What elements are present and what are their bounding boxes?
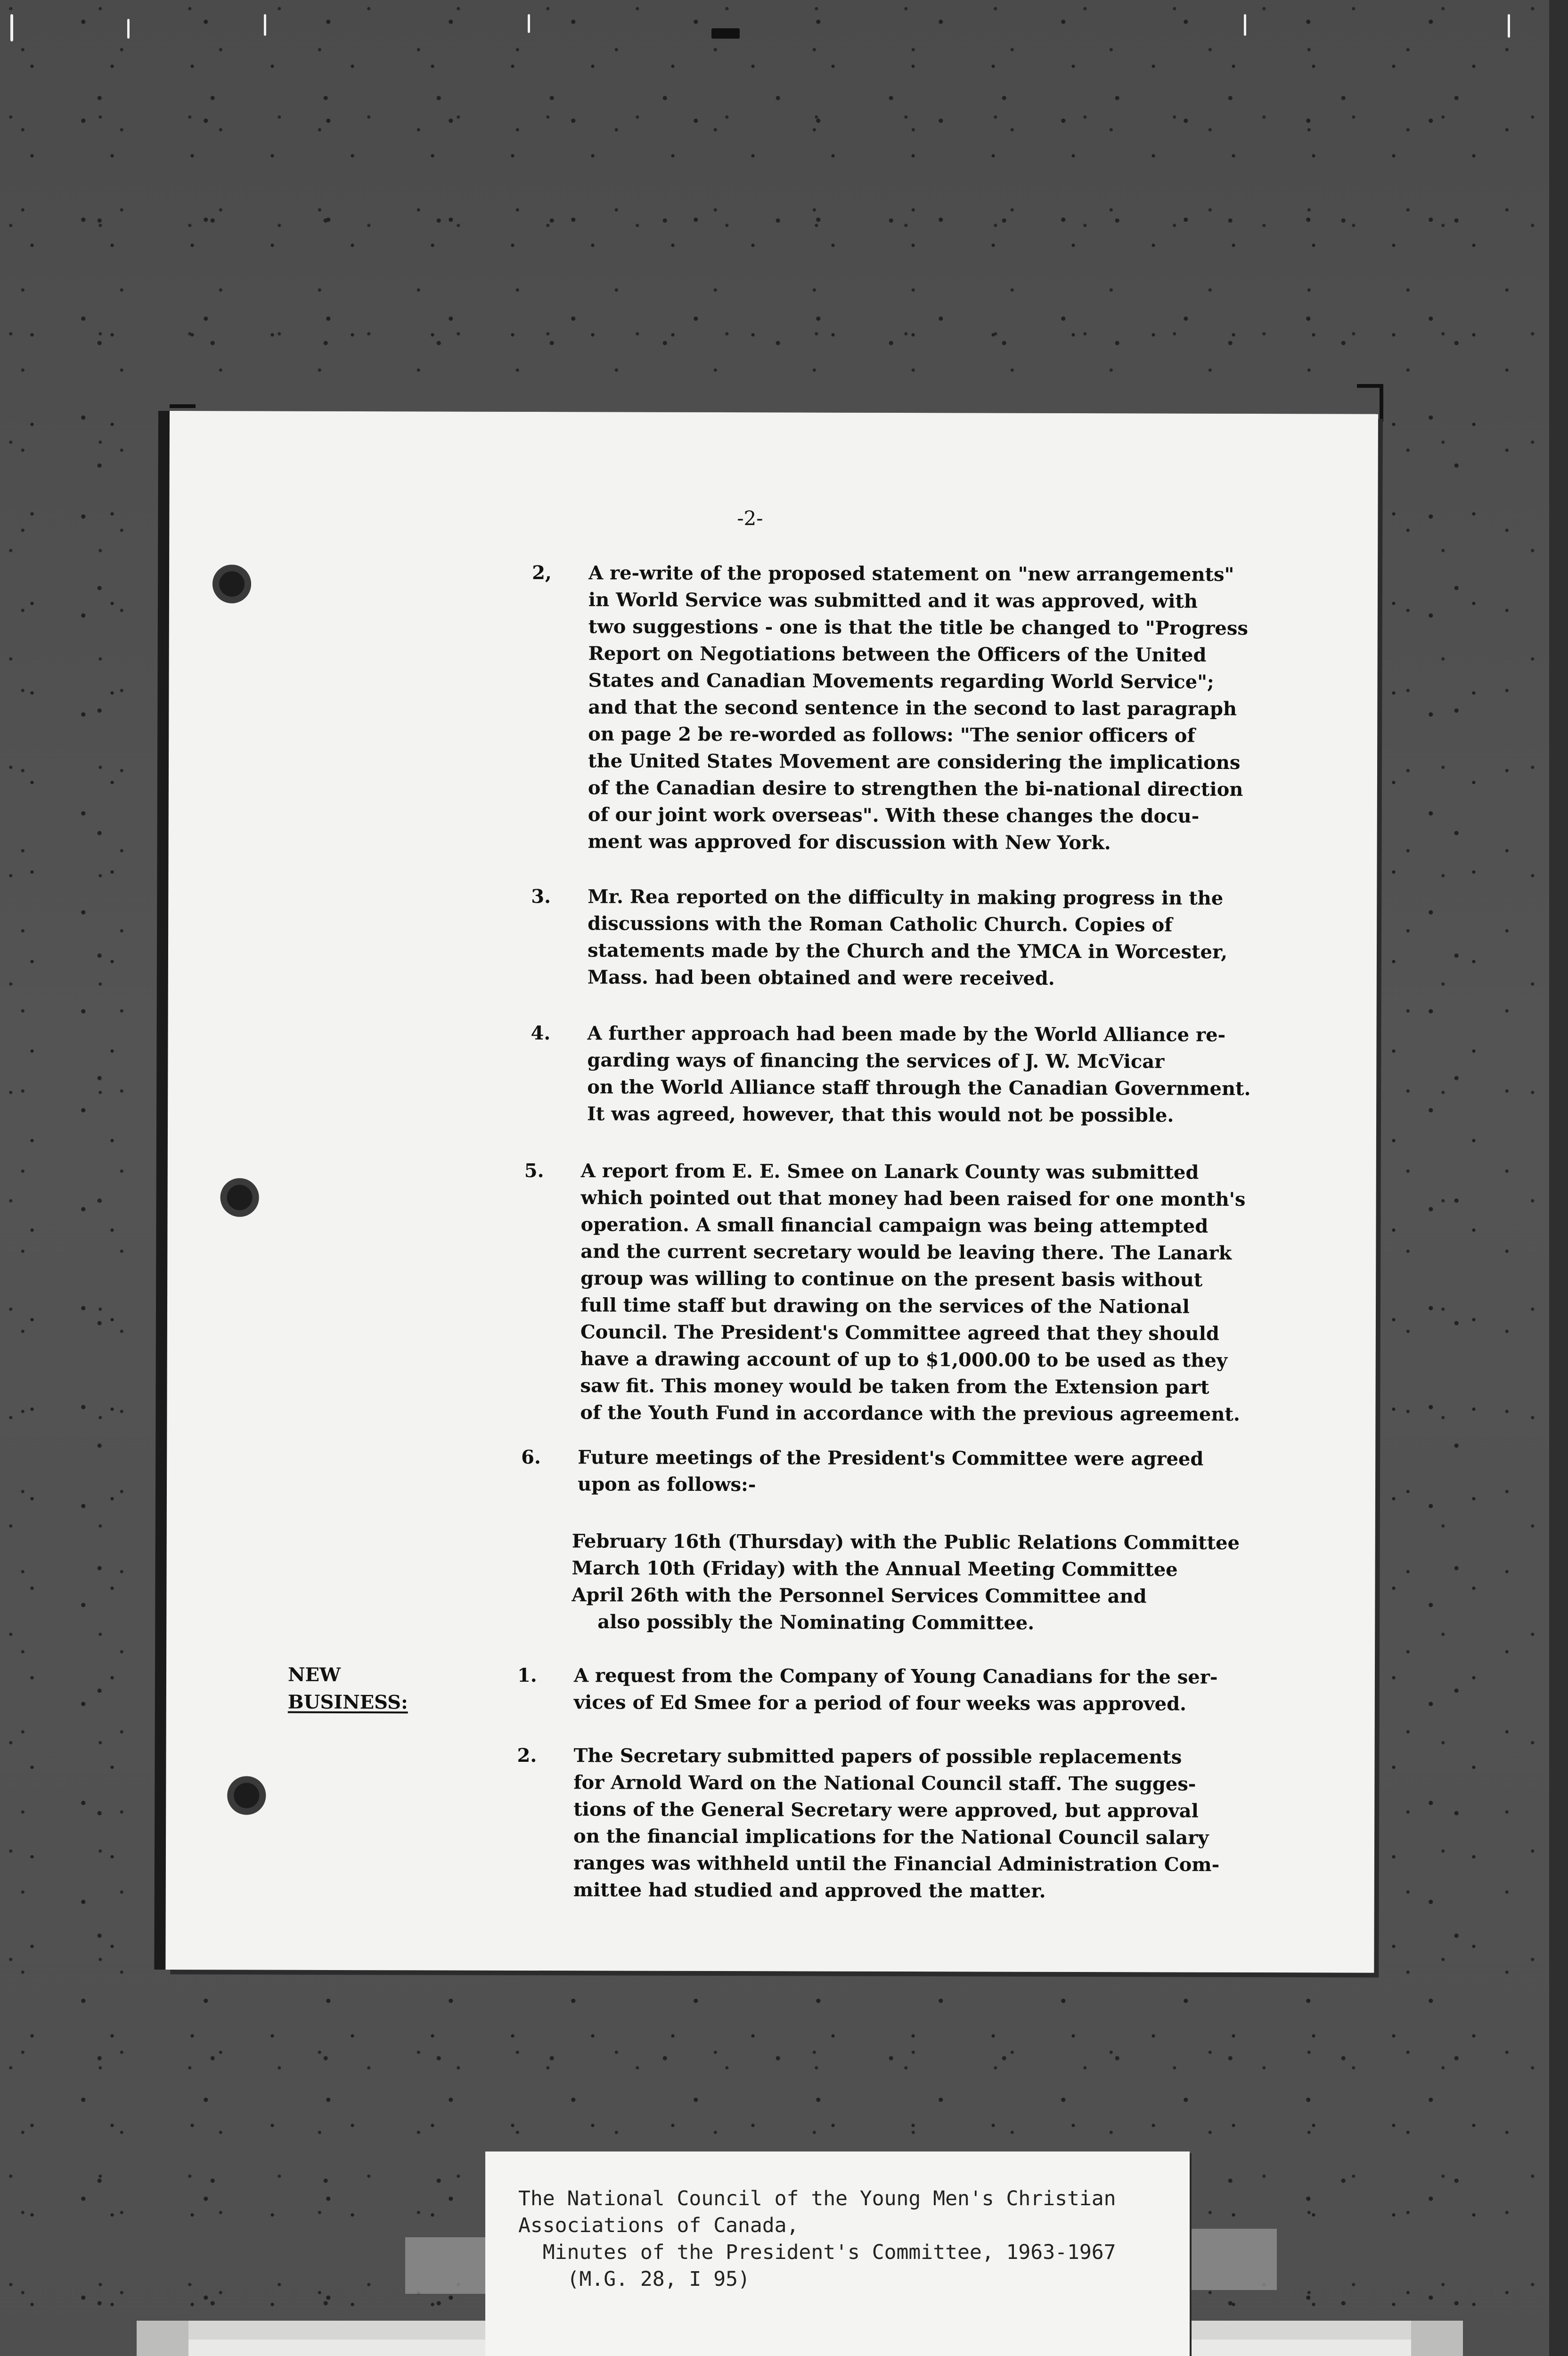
item-line: ment was approved for discussion with New York.: [588, 830, 1111, 854]
meeting-line: also possibly the Nominating Committee.: [597, 1611, 1035, 1634]
item-line: States and Canadian Movements regarding World Service";: [588, 669, 1214, 693]
punch-hole: [220, 1178, 259, 1217]
item-line: Mr. Rea reported on the difficulty in making progress in the: [588, 885, 1224, 909]
item-line: tions of the General Secretary were approved, but approval: [573, 1798, 1199, 1822]
punch-hole: [227, 1776, 266, 1815]
item-line: group was willing to continue on the present basis without: [580, 1267, 1203, 1291]
item-line: operation. A small financial campaign was being attempted: [580, 1213, 1209, 1237]
item-line: vices of Ed Smee for a period of four weeks was approved.: [573, 1691, 1187, 1715]
board-edge: [137, 2321, 188, 2356]
item-line: the United States Movement are considering the implications: [588, 750, 1241, 774]
punch-hole: [212, 564, 251, 603]
item-line: Mass. had been obtained and were received.: [587, 966, 1055, 990]
corner-bracket: [1357, 384, 1383, 388]
item-line: on page 2 be re-worded as follows: "The senior officers of: [588, 723, 1195, 747]
film-scratch: [264, 14, 266, 36]
item-line: have a drawing account of up to $1,000.00 to be used as they: [580, 1348, 1228, 1372]
minutes-page: [165, 411, 1378, 1973]
item-line: for Arnold Ward on the National Council staff. The sugges-: [573, 1771, 1196, 1795]
heading-line: BUSINESS:: [287, 1691, 408, 1714]
item-line: on the World Alliance staff through the Canadian Government.: [587, 1076, 1251, 1100]
corner-bracket: [170, 404, 196, 408]
item-line: of our joint work overseas". With these changes the docu-: [588, 803, 1200, 827]
label-line: (M.G. 28, I 95): [518, 2267, 750, 2291]
item-line: statements made by the Church and the YMCA in Worcester,: [587, 939, 1228, 963]
item-number: 3.: [531, 885, 551, 908]
item-line: two suggestions - one is that the title be changed to "Progress: [588, 615, 1248, 639]
new-business-heading: [288, 1661, 408, 1717]
tape-strip: [1187, 2229, 1277, 2290]
item-line: Future meetings of the President's Committee were agreed: [578, 1446, 1204, 1470]
heading-line: NEW: [287, 1663, 341, 1686]
item-line: Council. The President's Committee agreed that they should: [580, 1321, 1219, 1345]
item-line: The Secretary submitted papers of possible replacements: [573, 1744, 1182, 1768]
item-line: upon as follows:-: [577, 1473, 756, 1496]
item-line: discussions with the Roman Catholic Church. Copies of: [588, 912, 1173, 936]
item-number: 5.: [524, 1159, 544, 1182]
tape-strip: [405, 2237, 488, 2294]
item-number: 1.: [517, 1664, 537, 1687]
catalogue-label-text: [518, 2185, 1116, 2293]
item-line: full time staff but drawing on the services of the National: [580, 1294, 1190, 1318]
film-scratch: [10, 14, 13, 41]
item-line: of the Youth Fund in accordance with the previous agreement.: [580, 1401, 1240, 1425]
item-line: It was agreed, however, that this would not be possible.: [587, 1103, 1174, 1127]
item-number: 2.: [517, 1744, 537, 1767]
label-line: Associations of Canada,: [518, 2214, 799, 2237]
film-scratch: [711, 28, 740, 39]
meeting-schedule: [572, 1528, 1240, 1637]
item-line: ranges was withheld until the Financial Administration Com-: [573, 1852, 1220, 1876]
item-line: on the financial implications for the National Council salary: [573, 1825, 1209, 1849]
item-line: Report on Negotiations between the Officers of the United: [588, 642, 1207, 666]
film-scratch: [1244, 14, 1246, 36]
film-scratch: [528, 14, 530, 33]
item-line: mittee had studied and approved the matter.: [573, 1879, 1046, 1902]
film-scratch: [1549, 0, 1568, 2356]
label-line: Minutes of the President's Committee, 1963-1967: [518, 2241, 1116, 2264]
item-line: garding ways of financing the services of J. W. McVicar: [587, 1049, 1165, 1073]
item-line: and the current secretary would be leaving there. The Lanark: [580, 1240, 1232, 1264]
film-scratch: [1508, 14, 1510, 38]
item-line: which pointed out that money had been raised for one month's: [580, 1186, 1246, 1211]
meeting-line: April 26th with the Personnel Services Committee and: [572, 1584, 1147, 1608]
item-line: A report from E. E. Smee on Lanark County was submitted: [580, 1160, 1199, 1184]
meeting-line: February 16th (Thursday) with the Public Relations Committee: [572, 1530, 1240, 1554]
corner-bracket: [1380, 384, 1383, 422]
item-line: A re-write of the proposed statement on "new arrangements": [588, 562, 1234, 586]
board-edge: [1411, 2321, 1463, 2356]
item-line: and that the second sentence in the second to last paragraph: [588, 696, 1237, 720]
item-line: A request from the Company of Young Canadians for the ser-: [573, 1664, 1218, 1688]
item-line: A further approach had been made by the World Alliance re-: [587, 1022, 1226, 1046]
item-line: of the Canadian desire to strengthen the bi-national direction: [588, 777, 1243, 801]
meeting-line: March 10th (Friday) with the Annual Meeting Committee: [572, 1557, 1178, 1581]
item-line: saw fit. This money would be taken from the Extension part: [580, 1374, 1209, 1399]
film-scratch: [127, 19, 130, 39]
item-number: 6.: [521, 1446, 541, 1469]
item-number: 4.: [531, 1022, 551, 1045]
item-line: in World Service was submitted and it was approved, with: [588, 589, 1198, 613]
catalogue-label: [485, 2151, 1190, 2356]
page-number: -2-: [737, 507, 763, 530]
label-line: The National Council of the Young Men's Christian: [518, 2187, 1116, 2210]
item-number: 2,: [532, 562, 552, 584]
